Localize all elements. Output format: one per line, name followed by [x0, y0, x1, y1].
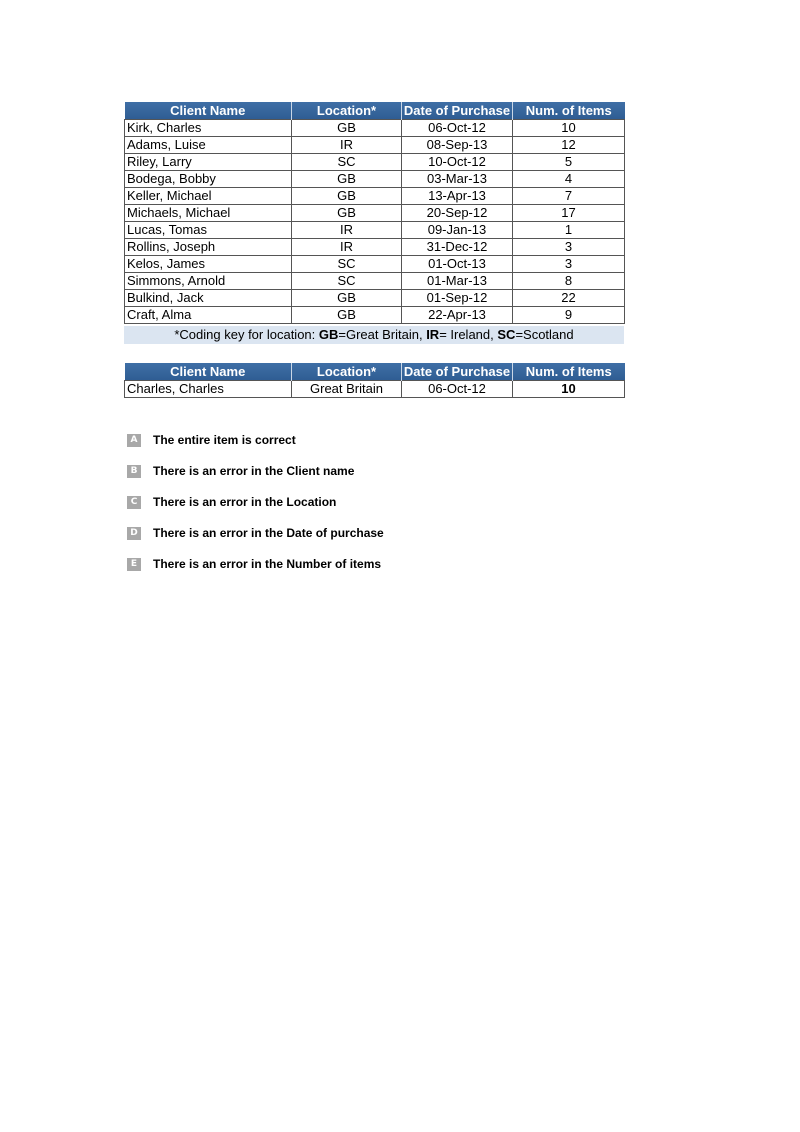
location-cell: IR [292, 239, 402, 256]
coding-key-ir-text: = Ireland, [439, 327, 498, 342]
option-e-text: There is an error in the Number of items [153, 557, 382, 571]
option-b-badge: B [127, 465, 141, 478]
num-items-cell: 3 [513, 256, 625, 273]
date-cell: 09-Jan-13 [402, 222, 513, 239]
num-items-cell: 4 [513, 171, 625, 188]
table-row [125, 222, 625, 239]
question-num-items: 10 [513, 381, 625, 398]
option-a[interactable] [127, 432, 296, 448]
client-name-cell: Riley, Larry [125, 154, 292, 171]
table-row [125, 171, 625, 188]
location-cell: SC [292, 256, 402, 273]
client-name-cell: Bulkind, Jack [125, 290, 292, 307]
option-a-text: The entire item is correct [153, 433, 296, 447]
date-cell: 08-Sep-13 [402, 137, 513, 154]
option-a-badge: A [127, 434, 141, 447]
question-row [125, 381, 625, 398]
client-name-cell: Adams, Luise [125, 137, 292, 154]
table-row [125, 120, 625, 137]
option-d-badge: D [127, 527, 141, 540]
option-e-badge: E [127, 558, 141, 571]
question-header-location: Location* [292, 363, 402, 381]
client-name-cell: Keller, Michael [125, 188, 292, 205]
client-name-cell: Kirk, Charles [125, 120, 292, 137]
option-b[interactable] [127, 463, 354, 479]
location-cell: IR [292, 222, 402, 239]
client-name-cell: Kelos, James [125, 256, 292, 273]
table-row [125, 188, 625, 205]
question-header-num-items: Num. of Items [513, 363, 625, 381]
table-row [125, 137, 625, 154]
location-cell: GB [292, 205, 402, 222]
num-items-cell: 5 [513, 154, 625, 171]
option-c-text: There is an error in the Location [153, 495, 337, 509]
num-items-cell: 3 [513, 239, 625, 256]
date-cell: 22-Apr-13 [402, 307, 513, 324]
option-b-text: There is an error in the Client name [153, 464, 355, 478]
client-name-cell: Simmons, Arnold [125, 273, 292, 290]
client-data-table [124, 102, 625, 324]
table-row [125, 307, 625, 324]
header-date-of-purchase: Date of Purchase [402, 102, 513, 120]
question-header-date-of-purchase: Date of Purchase [402, 363, 513, 381]
location-cell: GB [292, 290, 402, 307]
coding-key-prefix: *Coding key for location: [174, 327, 319, 342]
location-cell: GB [292, 120, 402, 137]
client-name-cell: Lucas, Tomas [125, 222, 292, 239]
date-cell: 03-Mar-13 [402, 171, 513, 188]
client-name-cell: Bodega, Bobby [125, 171, 292, 188]
client-name-cell: Craft, Alma [125, 307, 292, 324]
location-cell: SC [292, 273, 402, 290]
date-cell: 01-Oct-13 [402, 256, 513, 273]
date-cell: 31-Dec-12 [402, 239, 513, 256]
location-cell: GB [292, 188, 402, 205]
location-cell: IR [292, 137, 402, 154]
num-items-cell: 17 [513, 205, 625, 222]
coding-key-ir-code: IR [426, 327, 440, 342]
num-items-cell: 10 [513, 120, 625, 137]
date-cell: 10-Oct-12 [402, 154, 513, 171]
num-items-cell: 9 [513, 307, 625, 324]
coding-key-gb-code: GB [318, 327, 339, 342]
table-header-row [125, 102, 625, 120]
question-header-row [125, 363, 625, 381]
location-cell: GB [292, 307, 402, 324]
location-cell: SC [292, 154, 402, 171]
num-items-cell: 12 [513, 137, 625, 154]
num-items-cell: 22 [513, 290, 625, 307]
option-e[interactable] [127, 556, 381, 572]
client-name-cell: Michaels, Michael [125, 205, 292, 222]
num-items-cell: 7 [513, 188, 625, 205]
option-d-text: There is an error in the Date of purchase [153, 526, 384, 540]
coding-key-sc-code: SC [497, 327, 516, 342]
location-cell: GB [292, 171, 402, 188]
coding-key-gb-text: =Great Britain, [338, 327, 427, 342]
table-row [125, 273, 625, 290]
option-d[interactable] [127, 525, 384, 541]
question-client-name: Charles, Charles [125, 381, 292, 398]
question-location: Great Britain [292, 381, 402, 398]
table-row [125, 290, 625, 307]
option-c[interactable] [127, 494, 336, 510]
table-row [125, 205, 625, 222]
question-date: 06-Oct-12 [402, 381, 513, 398]
date-cell: 20-Sep-12 [402, 205, 513, 222]
table-row [125, 256, 625, 273]
location-coding-key [124, 326, 624, 344]
table-row [125, 154, 625, 171]
date-cell: 06-Oct-12 [402, 120, 513, 137]
client-name-cell: Rollins, Joseph [125, 239, 292, 256]
date-cell: 01-Sep-12 [402, 290, 513, 307]
question-item-table [124, 363, 625, 398]
question-header-client-name: Client Name [125, 363, 292, 381]
date-cell: 13-Apr-13 [402, 188, 513, 205]
option-c-badge: C [127, 496, 141, 509]
date-cell: 01-Mar-13 [402, 273, 513, 290]
table-row [125, 239, 625, 256]
header-location: Location* [292, 102, 402, 120]
header-num-items: Num. of Items [513, 102, 625, 120]
num-items-cell: 8 [513, 273, 625, 290]
header-client-name: Client Name [125, 102, 292, 120]
num-items-cell: 1 [513, 222, 625, 239]
coding-key-sc-text: =Scotland [515, 327, 574, 342]
